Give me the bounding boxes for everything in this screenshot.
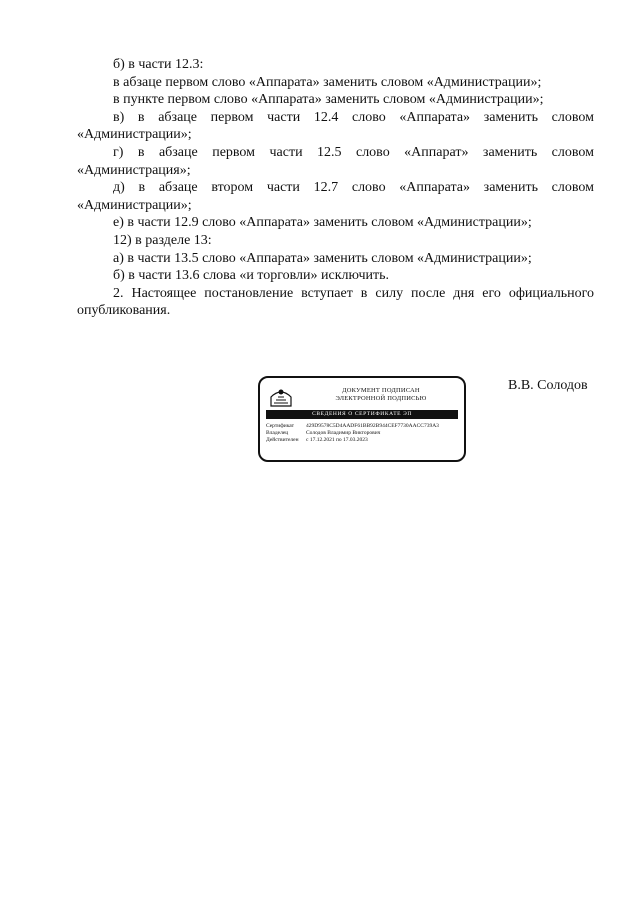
document-body [77, 56, 594, 320]
paragraph: 12) в разделе 13: [113, 232, 212, 248]
stamp-row-certificate: Сертификат 429D9578C5D4AADF61BB92B944CEF7730AACC739A3 [266, 423, 439, 429]
paragraph: б) в части 13.6 слова «и торговли» исключить. [113, 268, 389, 284]
paragraph: б) в части 12.3: [113, 57, 204, 72]
e-signature-stamp [258, 376, 466, 462]
stamp-title: ДОКУМЕНТ ПОДПИСАН ЭЛЕКТРОННОЙ ПОДПИСЬЮ [335, 387, 427, 402]
coat-of-arms-icon [268, 384, 294, 410]
paragraph: д) в абзаце втором части 12.7 слово «Аппарата» заменить словом «Администрации»; [77, 180, 594, 213]
paragraph: а) в части 13.5 слово «Аппарата» заменить словом «Администрации»; [113, 250, 532, 266]
stamp-row-owner: Владелец Солодов Владимир Викторович [266, 430, 381, 436]
paragraph: в пункте первом слово «Аппарата» заменить словом «Администрации»; [113, 92, 544, 108]
stamp-row-validity: Действителен с 17.12.2021 по 17.03.2023 [266, 437, 368, 443]
stamp-header-bar: СВЕДЕНИЯ О СЕРТИФИКАТЕ ЭП [266, 410, 458, 419]
paragraph: в абзаце первом слово «Аппарата» заменить словом «Администрации»; [113, 74, 542, 90]
signer-name: В.В. Солодов [508, 378, 588, 393]
paragraph: г) в абзаце первом части 12.5 слово «Аппарат» заменить словом «Администрация»; [77, 144, 594, 178]
paragraph: 2. Настоящее постановление вступает в силу после дня его официального опубликования. [77, 285, 594, 319]
paragraph: е) в части 12.9 слово «Аппарата» заменить словом «Администрации»; [113, 215, 532, 231]
paragraph: в) в абзаце первом части 12.4 слово «Аппарата» заменить словом «Администрации»; [77, 109, 594, 143]
